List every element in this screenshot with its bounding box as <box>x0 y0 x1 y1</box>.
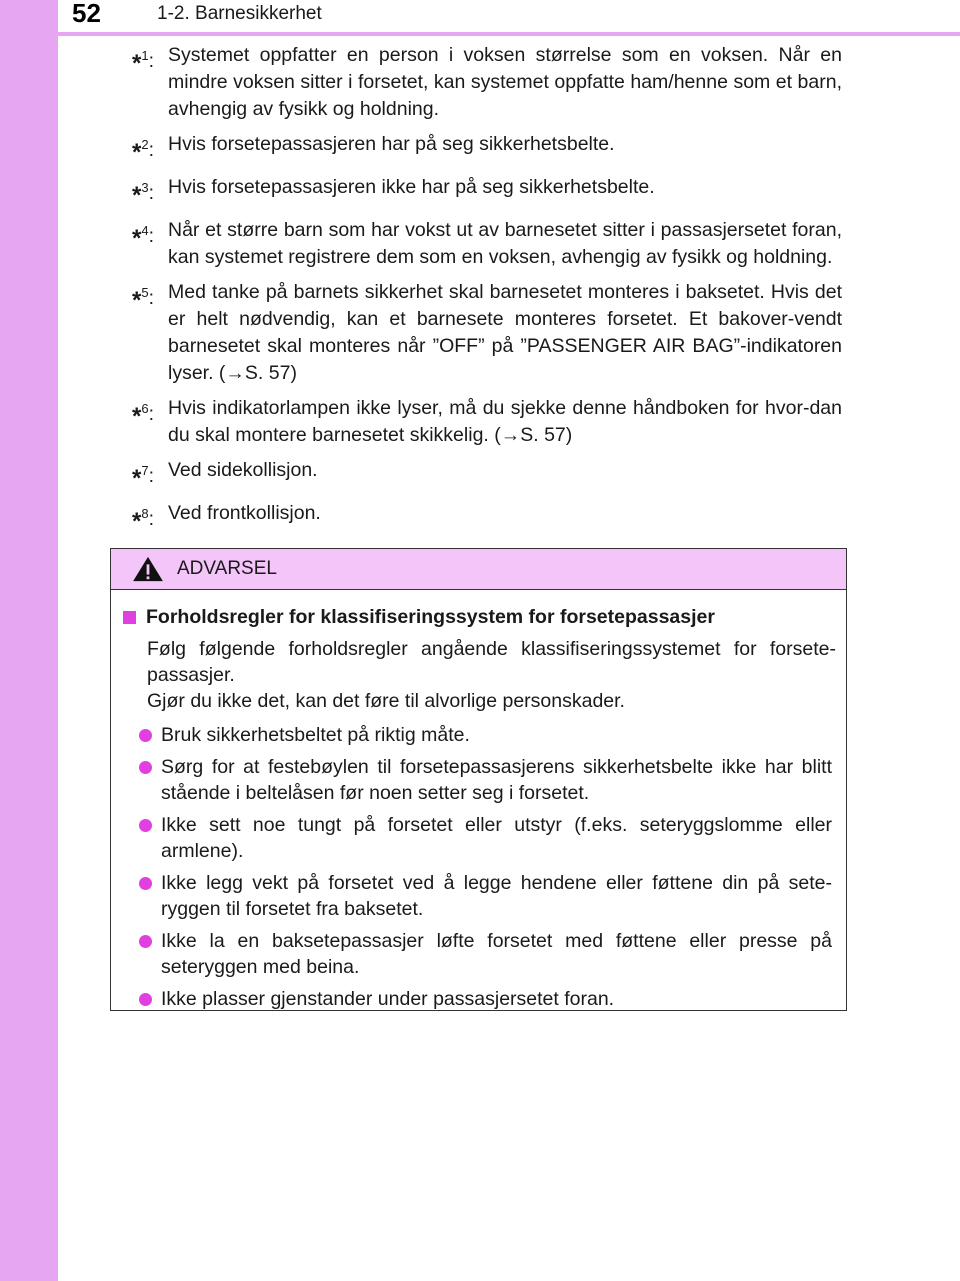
warning-item: Bruk sikkerhetsbeltet på riktig måte. <box>123 722 836 748</box>
footnote-text: Systemet oppfatter en person i voksen størrelse som en voksen. Når en mindre voksen sitter i forsetet, kan systemet oppfatte ham/henne som et barn, avhengig av fysikk og holdning. <box>168 44 842 120</box>
warning-item: Ikke plasser gjenstander under passasjersetet foran. <box>123 986 836 1012</box>
footnote-text: Ved frontkollisjon. <box>168 502 321 524</box>
footnote-marker: *$^1$: <box>132 48 154 77</box>
footnote <box>132 500 842 535</box>
footnote-marker: *$^7$: <box>132 463 154 492</box>
footnote-marker: *$^8$: <box>132 506 154 535</box>
footnote-marker: *$^5$: <box>132 285 154 314</box>
footnote-text: Når et større barn som har vokst ut av barnesetet sitter i passasjersetet foran, kan systemet registrere dem som en voksen, avhengig av fysikk og holdning. <box>168 219 842 268</box>
circle-bullet-icon <box>139 993 152 1006</box>
circle-bullet-icon <box>139 935 152 948</box>
footnote-text: Med tanke på barnets sikkerhet skal barnesetet monteres i baksetet. Hvis det er helt nødvendig, kan et barnesete monteres forsetet. Et bakover-vendt barnesetet skal monteres når ”OFF” på ”PASSENGER AIR BAG”-indikatoren lyser. (→S. 57) <box>168 281 842 384</box>
footnote-marker: *$^2$: <box>132 137 154 166</box>
warning-item: Ikke la en baksetepassasjer løfte forsetet med føttene eller presse på seteryggen med beina. <box>123 928 836 980</box>
warning-heading: Forholdsregler for klassifiseringssystem for forsetepassasjer <box>123 604 836 630</box>
footnote <box>132 42 842 123</box>
footnote-text: Hvis forsetepassasjeren ikke har på seg sikkerhetsbelte. <box>168 176 655 198</box>
page-number: 52 <box>72 0 101 28</box>
warning-intro: Følg følgende forholdsregler angående klassifiseringssystemet for forsete-passasjer. Gjør du ikke det, kan det føre til alvorlige personskader. <box>147 638 836 712</box>
warning-box <box>110 548 847 1011</box>
footnote-text: Hvis indikatorlampen ikke lyser, må du sjekke denne håndboken for hvor-dan du skal montere barnesetet skikkelig. (→S. 57) <box>168 397 842 446</box>
warning-item: Sørg for at festebøylen til forsetepassasjerens sikkerhetsbelte ikke har blitt stående i beltelåsen før noen setter seg i forsetet. <box>123 754 836 806</box>
warning-triangle-icon <box>131 556 165 582</box>
warning-item: Ikke legg vekt på forsetet ved å legge hendene eller føttene din på sete-ryggen til forsetet fra baksetet. <box>123 870 836 922</box>
footnote-marker: *$^6$: <box>132 401 154 430</box>
warning-header <box>111 549 846 590</box>
footnote-list <box>132 42 842 543</box>
footnote-text: Ved sidekollisjon. <box>168 459 318 481</box>
sidebar-accent <box>0 0 58 1281</box>
footnote <box>132 131 842 166</box>
circle-bullet-icon <box>139 819 152 832</box>
footnote-marker: *$^4$: <box>132 223 154 252</box>
footnote <box>132 217 842 271</box>
footnote <box>132 395 842 449</box>
footnote <box>132 279 842 387</box>
warning-label: ADVARSEL <box>177 558 277 579</box>
circle-bullet-icon <box>139 729 152 742</box>
footnote <box>132 174 842 209</box>
circle-bullet-icon <box>139 877 152 890</box>
footnote-marker: *$^3$: <box>132 180 154 209</box>
section-title: 1-2. Barnesikkerhet <box>157 3 322 24</box>
header-rule <box>58 32 960 36</box>
circle-bullet-icon <box>139 761 152 774</box>
square-bullet-icon <box>123 611 136 624</box>
warning-body <box>111 590 846 1012</box>
warning-item: Ikke sett noe tungt på forsetet eller utstyr (f.eks. seteryggslomme eller armlene). <box>123 812 836 864</box>
footnote <box>132 457 842 492</box>
footnote-text: Hvis forsetepassasjeren har på seg sikkerhetsbelte. <box>168 133 615 155</box>
